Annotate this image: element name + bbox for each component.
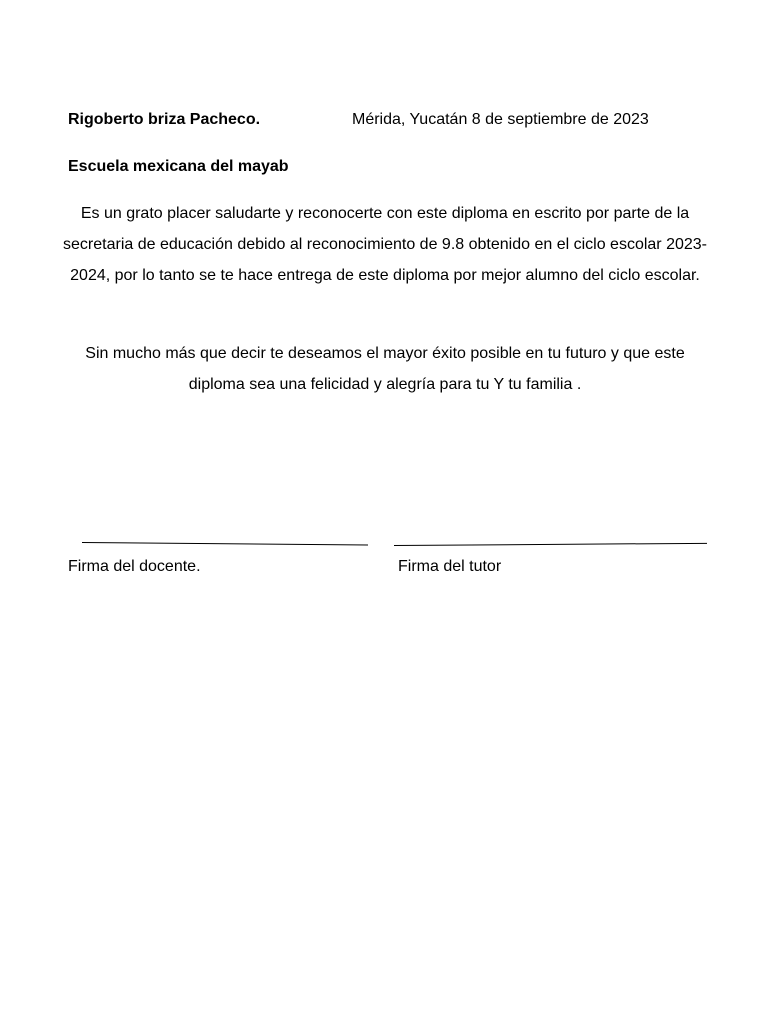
teacher-signature-line bbox=[82, 542, 368, 545]
tutor-signature-line bbox=[394, 543, 707, 546]
tutor-signature-label: Firma del tutor bbox=[398, 558, 502, 575]
school-name: Escuela mexicana del mayab bbox=[68, 158, 289, 175]
teacher-signature-label: Firma del docente. bbox=[68, 558, 201, 575]
recognition-paragraph: Es un grato placer saludarte y reconocerte con este diploma en escrito por parte de la secretaria de educación debido al reconocimiento de 9.8 obtenido en el ciclo escolar 2023-2024, por lo tanto se te hace entrega de este diploma por mejor alumno del ciclo escolar. bbox=[63, 205, 707, 284]
closing-paragraph: Sin mucho más que decir te deseamos el mayor éxito posible en tu futuro y que este diploma sea una felicidad y alegría para tu Y tu familia . bbox=[85, 345, 685, 393]
student-name: Rigoberto briza Pacheco. bbox=[68, 111, 261, 128]
place-date: Mérida, Yucatán 8 de septiembre de 2023 bbox=[352, 111, 649, 128]
